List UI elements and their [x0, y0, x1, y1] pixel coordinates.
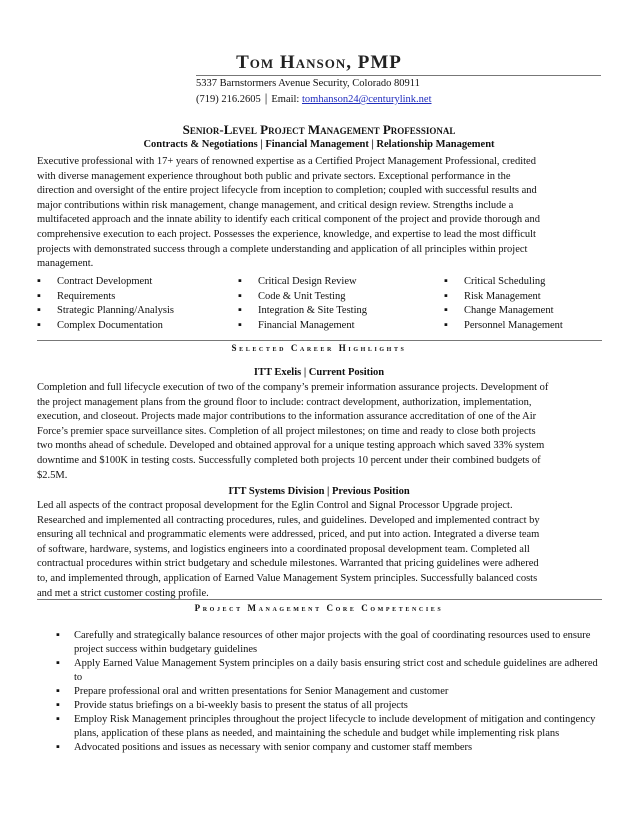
section-rule	[37, 340, 602, 341]
phone-email-line	[196, 91, 432, 107]
skill-item: ▪ Personnel Management	[444, 319, 563, 334]
text-line: of software, hardware, systems, and logistics engineers into a coordinated proposal development team. Completed all	[37, 543, 530, 555]
text-line: and met a strict customer costing profile.	[37, 587, 209, 599]
text-line: multifaceted approach and the innate ability to identify each critical component of the project and provide thorough and	[37, 214, 540, 226]
address: 5337 Barnstormers Avenue Security, Colorado 80911	[196, 78, 420, 89]
text-line: Researched and implemented all contracting procedures, rules, and guidelines. Developed and implemented contract by	[37, 514, 540, 526]
text-line: Executive professional with 17+ years of renowned expertise as a Certified Project Management Professional, credited	[37, 156, 536, 167]
skill-item: ▪ Integration & Site Testing	[238, 304, 367, 319]
competencies-heading: Project Management Core Competencies	[194, 603, 444, 613]
skill-item: ▪ Change Management	[444, 304, 563, 319]
competency-item: ▪ Advocated positions and issues as necessary with senior company and customer staff members	[56, 741, 606, 755]
email-label: Email:	[271, 94, 300, 105]
text-line: $2.5M.	[37, 469, 68, 481]
job-description	[37, 381, 602, 483]
skill-item: ▪ Requirements	[37, 290, 174, 305]
job-heading: ITT Systems Division | Previous Position	[228, 486, 410, 497]
candidate-name: Tom Hanson, PMP	[236, 52, 402, 73]
skill-item: ▪ Strategic Planning/Analysis	[37, 304, 174, 319]
skill-item: ▪ Complex Documentation	[37, 319, 174, 334]
skill-item: ▪ Risk Management	[444, 290, 563, 305]
text-line: Led all aspects of the contract proposal development for the Eglin Control and Signal Processor Upgrade project.	[37, 500, 513, 511]
text-line: downtime and $100K in testing costs. Successfully completed both projects 10 percent under their combined budgets of	[37, 454, 541, 466]
text-line: direction and oversight of the entire project lifecycle from inception to completion; coupled with successful results and	[37, 185, 537, 197]
competencies-list	[56, 629, 606, 755]
text-line: the project management plans from the ground floor to include: contract development, authorization, implementation,	[37, 396, 532, 408]
skill-item: ▪ Financial Management	[238, 319, 367, 334]
competency-item: ▪ Carefully and strategically balance resources of other major projects with the goal of coordinating resources used to ensure project success within budgetary guidelines	[56, 629, 606, 657]
text-line: Completion and full lifecycle execution of two of the company’s premeir information assurance projects. Development of	[37, 382, 549, 393]
job-description	[37, 499, 602, 601]
text-line: to, and implemented through, application of Earned Value Management System principles. Successfully balanced costs	[37, 572, 538, 584]
address-line	[196, 77, 420, 91]
header-rule	[196, 75, 601, 76]
competency-item: ▪ Employ Risk Management principles throughout the project lifecycle to include development of mitigation and contingency plans, application of these plans as needed, and maintaining the schedule and budget while implementing risk plans	[56, 713, 606, 741]
text-line: comprehensive execution to each project. Possesses the experience, knowledge, and expertise to lead the most difficult	[37, 228, 536, 240]
profile-subtitle: Contracts & Negotiations | Financial Management | Relationship Management	[143, 139, 495, 150]
skills-column-3	[444, 275, 563, 333]
text-line: contractual procedures within strict budgetary and schedule milestones. Warranted that pricing guidelines were adhered	[37, 558, 539, 570]
text-line: Force’s premier space surveillance sites. Completion of all project milestones; on time and ready to close both projects	[37, 425, 536, 437]
competency-item: ▪ Apply Earned Value Management System principles on a daily basis ensuring strict cost and schedule guidelines are adhered to	[56, 657, 606, 685]
text-line: two months ahead of schedule. Developed and obtained approval for a unique testing approach which saved 33% system	[37, 440, 545, 452]
text-line: execution, and closeout. Projects made major contributions to the information assurance accreditation of one of the Air	[37, 411, 537, 423]
competency-item: ▪ Provide status briefings on a bi-weekly basis to present the status of all projects	[56, 699, 606, 713]
skills-column-1	[37, 275, 174, 333]
email-link[interactable]: tomhanson24@centurylink.net	[301, 94, 432, 105]
skill-item: ▪ Critical Scheduling	[444, 275, 563, 290]
competency-item: ▪ Prepare professional oral and written presentations for Senior Management and customer	[56, 685, 606, 699]
text-line: ensuring all technical and programmatic elements were addressed, priced, and put into action. Integrated a diverse team	[37, 529, 540, 541]
text-line: major contributions within risk management, change management, and critical design review. Strengths include a	[37, 199, 514, 211]
skill-item: ▪ Code & Unit Testing	[238, 290, 367, 305]
text-line: with diverse management experience throughout both public and private sectors. Exceptional performance in the	[37, 170, 511, 182]
skill-item: ▪ Critical Design Review	[238, 275, 367, 290]
skills-column-2	[238, 275, 367, 333]
section-rule	[37, 599, 602, 600]
text-line: management.	[37, 258, 94, 270]
text-line: projects with demonstrated success through a complete understanding and application of all principles within project	[37, 243, 528, 255]
job-heading: ITT Exelis | Current Position	[253, 367, 385, 378]
highlights-heading: Selected Career Highlights	[231, 343, 407, 353]
professional-summary	[37, 155, 602, 272]
contact-separator: |	[264, 90, 268, 105]
profile-title: Senior-Level Project Management Professional	[182, 122, 456, 137]
skill-item: ▪ Contract Development	[37, 275, 174, 290]
phone: (719) 216.2605	[196, 94, 261, 105]
